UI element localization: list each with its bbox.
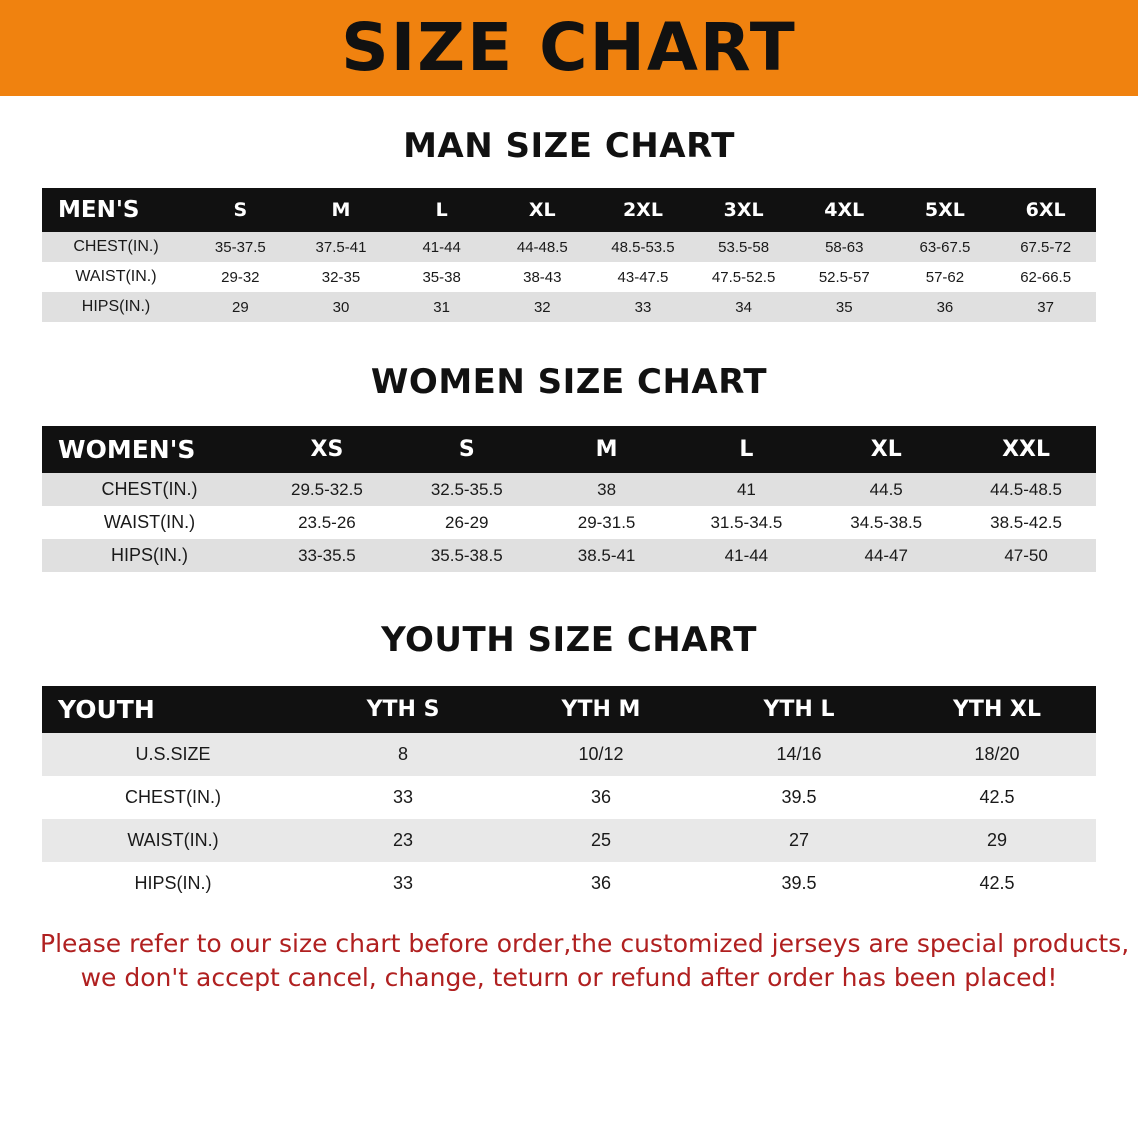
cell: 57-62 xyxy=(895,262,996,292)
youth-size-table xyxy=(42,686,1096,905)
cell: 41 xyxy=(676,473,816,506)
cell: 37.5-41 xyxy=(291,232,392,262)
cell: 29.5-32.5 xyxy=(257,473,397,506)
cell: 38 xyxy=(537,473,677,506)
cell: 47.5-52.5 xyxy=(693,262,794,292)
cell: 18/20 xyxy=(898,733,1096,776)
men-header-6xl: 6XL xyxy=(995,188,1096,232)
youth-header-xl: YTH XL xyxy=(898,686,1096,733)
row-label: HIPS(IN.) xyxy=(42,292,190,322)
cell: 34.5-38.5 xyxy=(816,506,956,539)
cell: 36 xyxy=(502,862,700,905)
cell: 23.5-26 xyxy=(257,506,397,539)
men-header-s: S xyxy=(190,188,291,232)
youth-header-m: YTH M xyxy=(502,686,700,733)
women-table-wrapper xyxy=(42,426,1096,572)
row-label: WAIST(IN.) xyxy=(42,506,257,539)
youth-header-label: YOUTH xyxy=(42,686,304,733)
men-header-m: M xyxy=(291,188,392,232)
cell: 8 xyxy=(304,733,502,776)
cell: 29 xyxy=(898,819,1096,862)
cell: 10/12 xyxy=(502,733,700,776)
row-label: U.S.SIZE xyxy=(42,733,304,776)
women-header-xxl: XXL xyxy=(956,426,1096,473)
cell: 38.5-41 xyxy=(537,539,677,572)
row-label: WAIST(IN.) xyxy=(42,262,190,292)
cell: 62-66.5 xyxy=(995,262,1096,292)
row-label: CHEST(IN.) xyxy=(42,473,257,506)
page-banner xyxy=(0,0,1138,96)
table-row xyxy=(42,262,1096,292)
men-header-label: MEN'S xyxy=(42,188,190,232)
note-line-2: we don't accept cancel, change, teturn or refund after order has been placed! xyxy=(80,962,1058,992)
men-header-4xl: 4XL xyxy=(794,188,895,232)
page-title: SIZE CHART xyxy=(341,9,797,86)
cell: 38.5-42.5 xyxy=(956,506,1096,539)
table-row xyxy=(42,473,1096,506)
table-header-row xyxy=(42,426,1096,473)
cell: 67.5-72 xyxy=(995,232,1096,262)
cell: 14/16 xyxy=(700,733,898,776)
cell: 29 xyxy=(190,292,291,322)
cell: 38-43 xyxy=(492,262,593,292)
cell: 35-38 xyxy=(391,262,492,292)
cell: 53.5-58 xyxy=(693,232,794,262)
cell: 39.5 xyxy=(700,862,898,905)
cell: 42.5 xyxy=(898,776,1096,819)
note-line-1: Please refer to our size chart before order,the customized jerseys are special products, xyxy=(40,929,1130,958)
man-size-table xyxy=(42,188,1096,322)
row-label: HIPS(IN.) xyxy=(42,539,257,572)
women-header-s: S xyxy=(397,426,537,473)
row-label: WAIST(IN.) xyxy=(42,819,304,862)
table-row xyxy=(42,232,1096,262)
table-row xyxy=(42,506,1096,539)
cell: 37 xyxy=(995,292,1096,322)
cell: 29-32 xyxy=(190,262,291,292)
table-header-row xyxy=(42,188,1096,232)
men-header-2xl: 2XL xyxy=(593,188,694,232)
cell: 32.5-35.5 xyxy=(397,473,537,506)
man-section-title: MAN SIZE CHART xyxy=(403,126,735,166)
youth-section-title: YOUTH SIZE CHART xyxy=(381,620,757,660)
cell: 35-37.5 xyxy=(190,232,291,262)
row-label: CHEST(IN.) xyxy=(42,232,190,262)
table-row xyxy=(42,862,1096,905)
cell: 35.5-38.5 xyxy=(397,539,537,572)
cell: 41-44 xyxy=(676,539,816,572)
women-header-xs: XS xyxy=(257,426,397,473)
cell: 32 xyxy=(492,292,593,322)
cell: 42.5 xyxy=(898,862,1096,905)
cell: 33 xyxy=(593,292,694,322)
cell: 39.5 xyxy=(700,776,898,819)
men-header-5xl: 5XL xyxy=(895,188,996,232)
table-row xyxy=(42,539,1096,572)
youth-header-s: YTH S xyxy=(304,686,502,733)
cell: 25 xyxy=(502,819,700,862)
women-header-m: M xyxy=(537,426,677,473)
cell: 34 xyxy=(693,292,794,322)
table-row xyxy=(42,292,1096,322)
cell: 44.5 xyxy=(816,473,956,506)
cell: 43-47.5 xyxy=(593,262,694,292)
women-header-l: L xyxy=(676,426,816,473)
women-size-table xyxy=(42,426,1096,572)
cell: 31.5-34.5 xyxy=(676,506,816,539)
cell: 33-35.5 xyxy=(257,539,397,572)
cell: 23 xyxy=(304,819,502,862)
women-header-xl: XL xyxy=(816,426,956,473)
man-table-wrapper xyxy=(42,188,1096,322)
cell: 58-63 xyxy=(794,232,895,262)
cell: 41-44 xyxy=(391,232,492,262)
cell: 27 xyxy=(700,819,898,862)
women-section-title: WOMEN SIZE CHART xyxy=(370,362,768,402)
youth-table-wrapper xyxy=(42,686,1096,905)
cell: 30 xyxy=(291,292,392,322)
cell: 33 xyxy=(304,776,502,819)
cell: 44-47 xyxy=(816,539,956,572)
youth-header-l: YTH L xyxy=(700,686,898,733)
men-header-l: L xyxy=(391,188,492,232)
return-policy-note xyxy=(40,927,1130,995)
cell: 36 xyxy=(502,776,700,819)
row-label: HIPS(IN.) xyxy=(42,862,304,905)
table-row xyxy=(42,776,1096,819)
cell: 44.5-48.5 xyxy=(956,473,1096,506)
table-row xyxy=(42,733,1096,776)
cell: 29-31.5 xyxy=(537,506,677,539)
cell: 33 xyxy=(304,862,502,905)
cell: 35 xyxy=(794,292,895,322)
row-label: CHEST(IN.) xyxy=(42,776,304,819)
table-header-row xyxy=(42,686,1096,733)
women-header-label: WOMEN'S xyxy=(42,426,257,473)
men-header-xl: XL xyxy=(492,188,593,232)
cell: 47-50 xyxy=(956,539,1096,572)
cell: 26-29 xyxy=(397,506,537,539)
table-row xyxy=(42,819,1096,862)
cell: 36 xyxy=(895,292,996,322)
cell: 48.5-53.5 xyxy=(593,232,694,262)
cell: 52.5-57 xyxy=(794,262,895,292)
cell: 32-35 xyxy=(291,262,392,292)
cell: 44-48.5 xyxy=(492,232,593,262)
cell: 63-67.5 xyxy=(895,232,996,262)
men-header-3xl: 3XL xyxy=(693,188,794,232)
cell: 31 xyxy=(391,292,492,322)
